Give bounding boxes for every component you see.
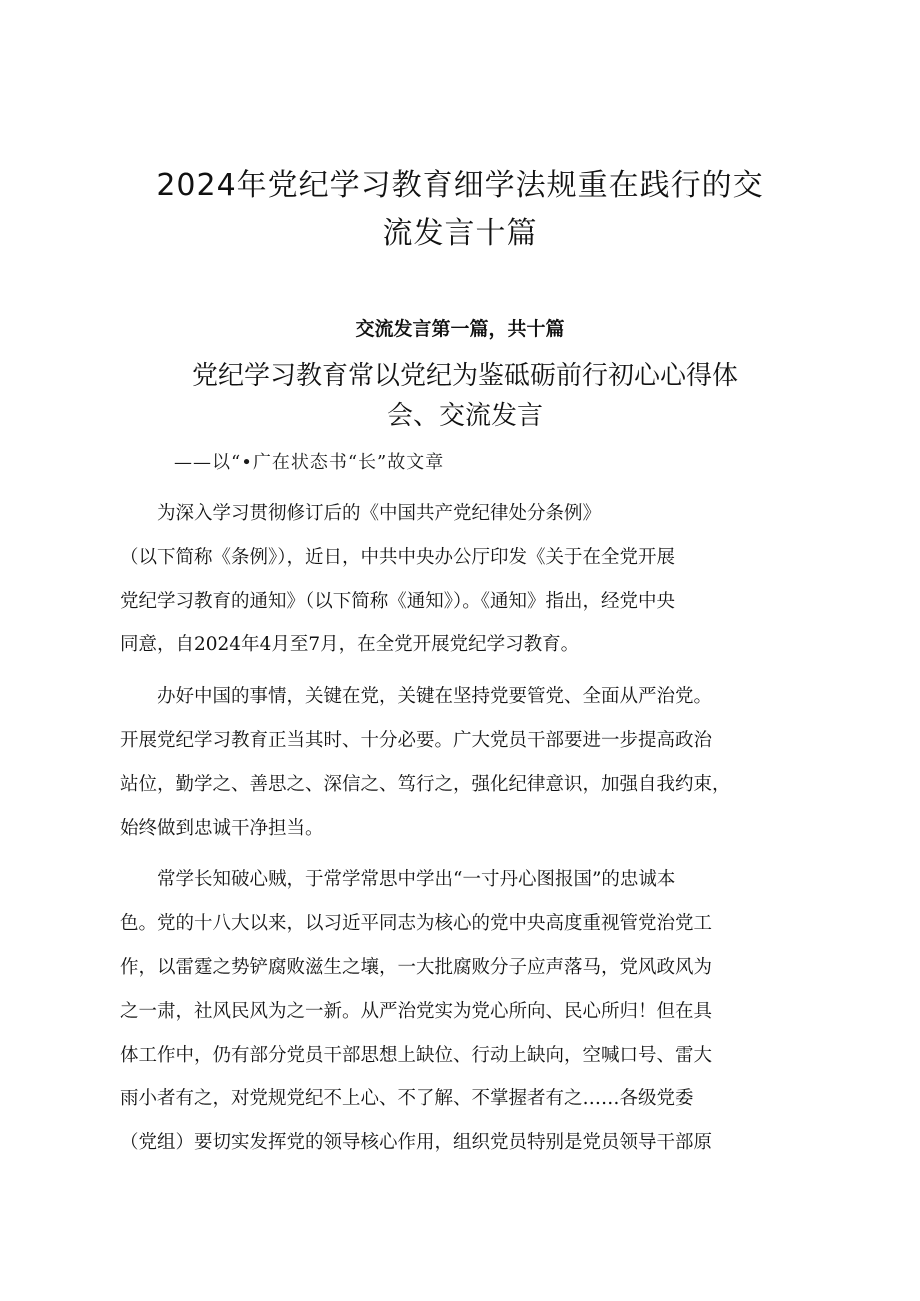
paragraph-line: 办好中国的事情，关键在党，关键在坚持党要管党、全面从严治党。 — [120, 686, 713, 708]
article-body — [120, 492, 820, 1165]
article-title — [120, 356, 810, 436]
document-title-line-1: 2024年党纪学习教育细学法规重在践行的交 — [156, 168, 764, 203]
paragraph-line: 始终做到忠诚干净担当。 — [120, 817, 324, 839]
paragraph-line: （以下简称《条例》），近日，中共中央办公厅印发《关于在全党开展 — [120, 546, 676, 568]
section-label: 交流发言第一篇，共十篇 — [355, 318, 565, 340]
paragraph-line: （党组）要切实发挥党的领导核心作用，组织党员特别是党员领导干部原 — [120, 1132, 713, 1154]
paragraph-line: 之一肃，社风民风为之一新。从严治党实为党心所向、民心所归！但在具 — [120, 1000, 713, 1022]
paragraph-line: 站位，勤学之、善思之、深信之、笃行之，强化纪律意识，加强自我约束， — [120, 773, 731, 795]
paragraph-line: 党纪学习教育的通知》（以下简称《通知》）。《通知》指出，经党中央 — [120, 590, 676, 612]
paragraph-line: 作，以雷霆之势铲腐败滋生之壤，一大批腐败分子应声落马，党风政风为 — [120, 956, 713, 978]
paragraph-1 — [120, 492, 820, 667]
paragraph-spacer — [120, 667, 820, 675]
paragraph-line: 色。党的十八大以来，以习近平同志为核心的党中央高度重视管党治党工 — [120, 913, 713, 935]
document-title — [90, 162, 830, 258]
paragraph-3 — [120, 858, 820, 1165]
paragraph-2 — [120, 675, 820, 850]
article-subtitle: ——以“•广在状态书“长”故文章 — [174, 452, 445, 473]
paragraph-line: 体工作中，仍有部分党员干部思想上缺位、行动上缺向，空喊口号、雷大 — [120, 1044, 713, 1066]
paragraph-line: 为深入学习贯彻修订后的《中国共产党纪律处分条例》 — [120, 503, 602, 524]
article-title-line-1: 党纪学习教育常以党纪为鉴砥砺前行初心心得体 — [191, 361, 738, 391]
paragraph-line: 开展党纪学习教育正当其时、十分必要。广大党员干部要进一步提高政治 — [120, 729, 713, 751]
document-title-line-2: 流发言十篇 — [382, 216, 538, 251]
paragraph-line: 雨小者有之，对党规党纪不上心、不了解、不掌握者有之……各级党委 — [120, 1088, 694, 1110]
paragraph-line: 同意，自2024年4月至7月，在全党开展党纪学习教育。 — [120, 634, 580, 656]
paragraph-line: 常学长知破心贼，于常学常思中学出“一寸丹心图报国”的忠诚本 — [120, 869, 676, 891]
article-title-line-2: 会、交流发言 — [386, 401, 543, 431]
paragraph-spacer — [120, 850, 820, 858]
